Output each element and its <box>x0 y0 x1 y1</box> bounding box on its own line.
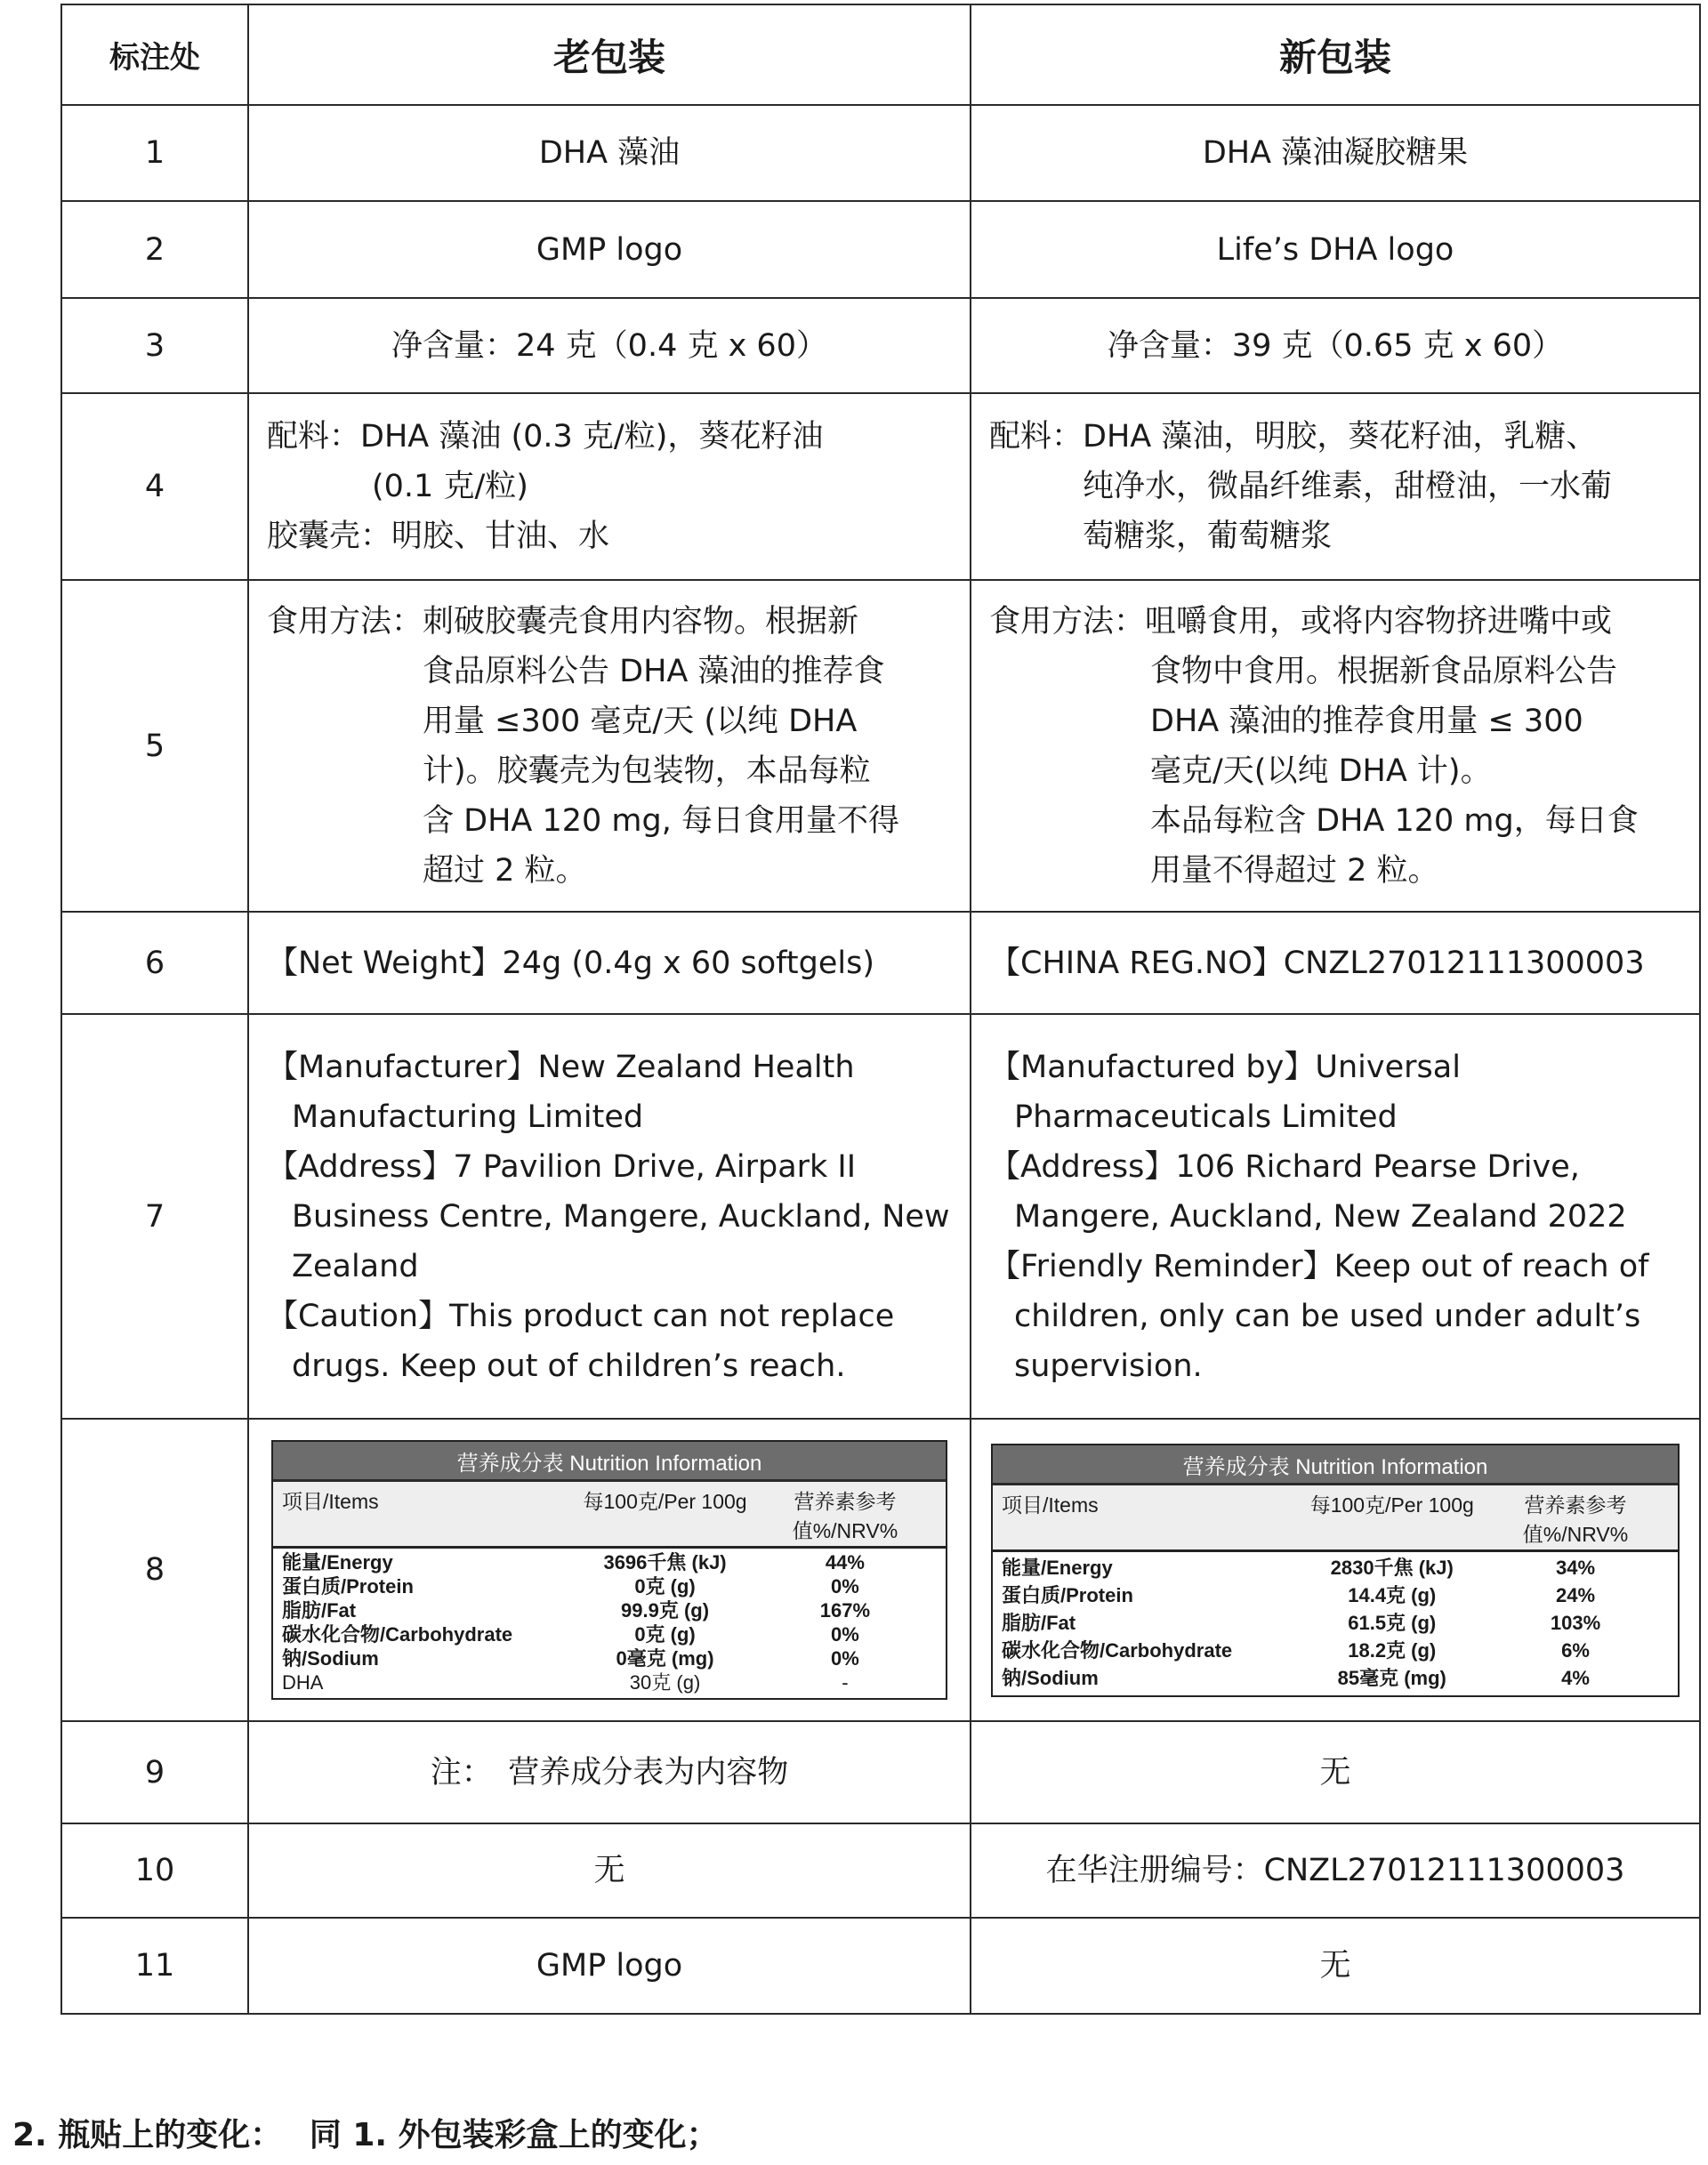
table-row <box>61 580 1700 912</box>
new-cell: 净含量：39 克（0.65 克 x 60） <box>971 298 1700 393</box>
nutrient-amount: 61.5克 (g) <box>1348 1611 1437 1634</box>
table-row <box>61 1014 1700 1419</box>
ingredients-line: 纯净水，微晶纤维素，甜橙油，一水葡 <box>1083 469 1613 504</box>
row-number: 5 <box>61 580 248 912</box>
new-cell: 无 <box>971 1918 1700 2014</box>
nutrient-name: 碳水化合物/Carbohydrate <box>1002 1638 1233 1662</box>
usage-line: DHA 藻油的推荐食用量 ≤ 300 <box>1150 703 1583 739</box>
ingredients-line: 萄糖浆，葡萄糖浆 <box>1083 519 1333 554</box>
capsule-shell-line: 胶囊壳：明胶、甘油、水 <box>267 519 610 554</box>
new-cell <box>971 393 1700 580</box>
nutrition-header <box>993 1485 1678 1552</box>
old-cell: GMP logo <box>248 201 971 298</box>
old-cell: DHA 藻油 <box>248 105 971 201</box>
row-number: 10 <box>61 1823 248 1918</box>
net-weight-text: 【Net Weight】24g (0.4g x 60 softgels) <box>267 945 874 981</box>
table-row <box>61 912 1700 1014</box>
address-line: 【Address】106 Richard Pearse Drive, <box>989 1148 1580 1185</box>
nutrient-nrv: 0% <box>831 1623 859 1646</box>
row-number: 3 <box>61 298 248 393</box>
row-number: 8 <box>61 1419 248 1721</box>
old-cell <box>248 1014 971 1419</box>
address-line: Zealand <box>292 1248 419 1284</box>
ingredients-label: 配料： <box>267 419 361 455</box>
nutrient-amount: 99.9克 (g) <box>621 1599 710 1622</box>
nutrition-table-old <box>271 1440 947 1700</box>
address-line: 【Address】7 Pavilion Drive, Airpark II <box>267 1148 857 1185</box>
nutrition-header-items: 项目/Items <box>282 1490 379 1513</box>
usage-line: 用量不得超过 2 粒。 <box>1150 852 1439 889</box>
reminder-line: 【Friendly Reminder】Keep out of reach of <box>989 1248 1649 1284</box>
usage-label: 食用方法： <box>989 603 1146 640</box>
usage-line: 食物中食用。根据新食品原料公告 <box>1150 653 1618 689</box>
nutrient-nrv: 44% <box>825 1551 865 1573</box>
nutrient-nrv: 6% <box>1561 1638 1590 1662</box>
nutrient-amount: 0克 (g) <box>634 1575 696 1598</box>
nutrient-amount: 0毫克 (mg) <box>616 1647 714 1670</box>
reminder-line: children, only can be used under adult’s <box>1014 1298 1641 1334</box>
usage-line: 食品原料公告 DHA 藻油的推荐食 <box>423 653 885 689</box>
new-cell: DHA 藻油凝胶糖果 <box>971 105 1700 201</box>
usage-line: 毫克/天(以纯 DHA 计)。 <box>1150 753 1492 789</box>
nutrition-table-new <box>991 1444 1680 1697</box>
nutrient-name: 蛋白质/Protein <box>282 1575 414 1598</box>
nutrition-header-items: 项目/Items <box>1002 1493 1099 1517</box>
nutrition-row <box>273 1622 946 1646</box>
header-label-col: 标注处 <box>61 4 248 105</box>
china-reg-text: 【CHINA REG.NO】CNZL27012111300003 <box>989 945 1645 981</box>
row-number: 1 <box>61 105 248 201</box>
nutrient-name: DHA <box>282 1671 324 1694</box>
nutrient-name: 蛋白质/Protein <box>1002 1583 1133 1606</box>
old-cell: 注： 营养成分表为内容物 <box>248 1721 971 1823</box>
section-heading-bottle-label: 2. 瓶贴上的变化： 同 1. 外包装彩盒上的变化； <box>12 2117 719 2153</box>
nutrient-name: 脂肪/Fat <box>1002 1611 1076 1634</box>
nutrient-amount: 18.2克 (g) <box>1348 1638 1437 1662</box>
table-header-row <box>61 4 1700 105</box>
reminder-line: supervision. <box>1014 1348 1203 1384</box>
nutrition-row <box>993 1637 1678 1664</box>
old-cell <box>248 393 971 580</box>
nutrition-header <box>273 1482 946 1549</box>
nutrition-row <box>993 1609 1678 1637</box>
usage-line: 咀嚼食用，或将内容物挤进嘴中或 <box>1145 603 1613 640</box>
table-row <box>61 1419 1700 1721</box>
nutrient-amount: 30克 (g) <box>629 1671 701 1694</box>
nutrient-nrv: 0% <box>831 1647 859 1670</box>
usage-line: 刺破胶囊壳食用内容物。根据新 <box>423 603 859 640</box>
nutrition-row <box>993 1664 1678 1692</box>
new-cell: 在华注册编号：CNZL27012111300003 <box>971 1823 1700 1918</box>
manufacturer-line: Pharmaceuticals Limited <box>1014 1099 1398 1135</box>
nutrient-name: 能量/Energy <box>282 1551 393 1573</box>
caution-line: 【Caution】This product can not replace <box>267 1298 895 1334</box>
nutrition-header-nrv: 营养素参考值%/NRV% <box>792 1490 898 1542</box>
nutrient-nrv: 103% <box>1550 1611 1601 1634</box>
nutrient-amount: 0克 (g) <box>634 1623 696 1646</box>
old-cell <box>248 912 971 1014</box>
comparison-table <box>60 4 1701 2015</box>
nutrient-amount: 2830千焦 (kJ) <box>1330 1556 1454 1579</box>
table-row <box>61 393 1700 580</box>
nutrition-header-per100g: 每100克/Per 100g <box>1309 1493 1474 1517</box>
ingredients-line: DHA 藻油 (0.3 克/粒)，葵花籽油 <box>360 419 824 455</box>
address-line: Business Centre, Mangere, Auckland, New <box>292 1198 950 1235</box>
caution-line: drugs. Keep out of children’s reach. <box>292 1348 846 1384</box>
nutrition-row <box>993 1581 1678 1609</box>
nutrient-amount: 14.4克 (g) <box>1348 1583 1437 1606</box>
manufacturer-line: 【Manufacturer】New Zealand Health <box>267 1049 855 1085</box>
header-old-package: 老包装 <box>248 4 971 105</box>
usage-label: 食用方法： <box>267 603 423 640</box>
table-row <box>61 298 1700 393</box>
old-cell: GMP logo <box>248 1918 971 2014</box>
nutrient-name: 脂肪/Fat <box>282 1599 357 1622</box>
table-row <box>61 1823 1700 1918</box>
new-cell <box>971 1419 1700 1721</box>
new-cell <box>971 580 1700 912</box>
new-cell: Life’s DHA logo <box>971 201 1700 298</box>
row-number: 6 <box>61 912 248 1014</box>
usage-line: 计)。胶囊壳为包装物，本品每粒 <box>423 753 871 789</box>
nutrient-amount: 85毫克 (mg) <box>1337 1666 1446 1689</box>
nutrition-header-per100g: 每100克/Per 100g <box>583 1490 747 1513</box>
nutrient-name: 钠/Sodium <box>1002 1666 1099 1689</box>
table-row <box>61 105 1700 201</box>
table-row <box>61 1918 1700 2014</box>
nutrition-row <box>273 1646 946 1670</box>
nutrition-title: 营养成分表 Nutrition Information <box>273 1442 946 1482</box>
ingredients-line: DHA 藻油，明胶，葵花籽油，乳糖、 <box>1083 419 1598 455</box>
nutrient-nrv: 0% <box>831 1575 859 1598</box>
row-number: 7 <box>61 1014 248 1419</box>
nutrient-name: 碳水化合物/Carbohydrate <box>282 1623 513 1646</box>
nutrition-row <box>273 1574 946 1598</box>
row-number: 4 <box>61 393 248 580</box>
nutrient-nrv: 24% <box>1555 1583 1596 1606</box>
nutrition-title: 营养成分表 Nutrition Information <box>993 1445 1678 1485</box>
usage-line: 本品每粒含 DHA 120 mg，每日食 <box>1150 802 1639 839</box>
new-cell <box>971 912 1700 1014</box>
old-cell <box>248 1419 971 1721</box>
usage-line: 超过 2 粒。 <box>423 852 587 889</box>
manufacturer-line: 【Manufactured by】Universal <box>989 1049 1461 1085</box>
manufacturer-line: Manufacturing Limited <box>292 1099 644 1135</box>
table-row <box>61 1721 1700 1823</box>
nutrient-amount: 3696千焦 (kJ) <box>603 1551 727 1573</box>
old-cell <box>248 580 971 912</box>
usage-line: 用量 ≤300 毫克/天 (以纯 DHA <box>423 703 858 739</box>
table-row <box>61 201 1700 298</box>
nutrition-row <box>273 1598 946 1622</box>
new-cell: 无 <box>971 1721 1700 1823</box>
nutrient-name: 能量/Energy <box>1002 1556 1113 1579</box>
ingredients-label: 配料： <box>989 419 1084 455</box>
new-cell <box>971 1014 1700 1419</box>
row-number: 11 <box>61 1918 248 2014</box>
old-cell: 净含量：24 克（0.4 克 x 60） <box>248 298 971 393</box>
row-number: 2 <box>61 201 248 298</box>
nutrient-nrv: - <box>842 1671 849 1694</box>
nutrition-row <box>273 1550 946 1574</box>
usage-line: 含 DHA 120 mg, 每日食用量不得 <box>423 802 899 839</box>
old-cell: 无 <box>248 1823 971 1918</box>
nutrient-name: 钠/Sodium <box>282 1647 379 1670</box>
address-line: Mangere, Auckland, New Zealand 2022 <box>1014 1198 1627 1235</box>
nutrient-nrv: 167% <box>819 1599 871 1622</box>
nutrient-nrv: 34% <box>1555 1556 1596 1579</box>
nutrition-row <box>993 1554 1678 1581</box>
ingredients-line: (0.1 克/粒) <box>372 469 528 504</box>
nutrition-header-nrv: 营养素参考值%/NRV% <box>1522 1493 1629 1546</box>
nutrient-nrv: 4% <box>1561 1666 1590 1689</box>
header-new-package: 新包装 <box>971 4 1700 105</box>
nutrition-row <box>273 1670 946 1694</box>
row-number: 9 <box>61 1721 248 1823</box>
